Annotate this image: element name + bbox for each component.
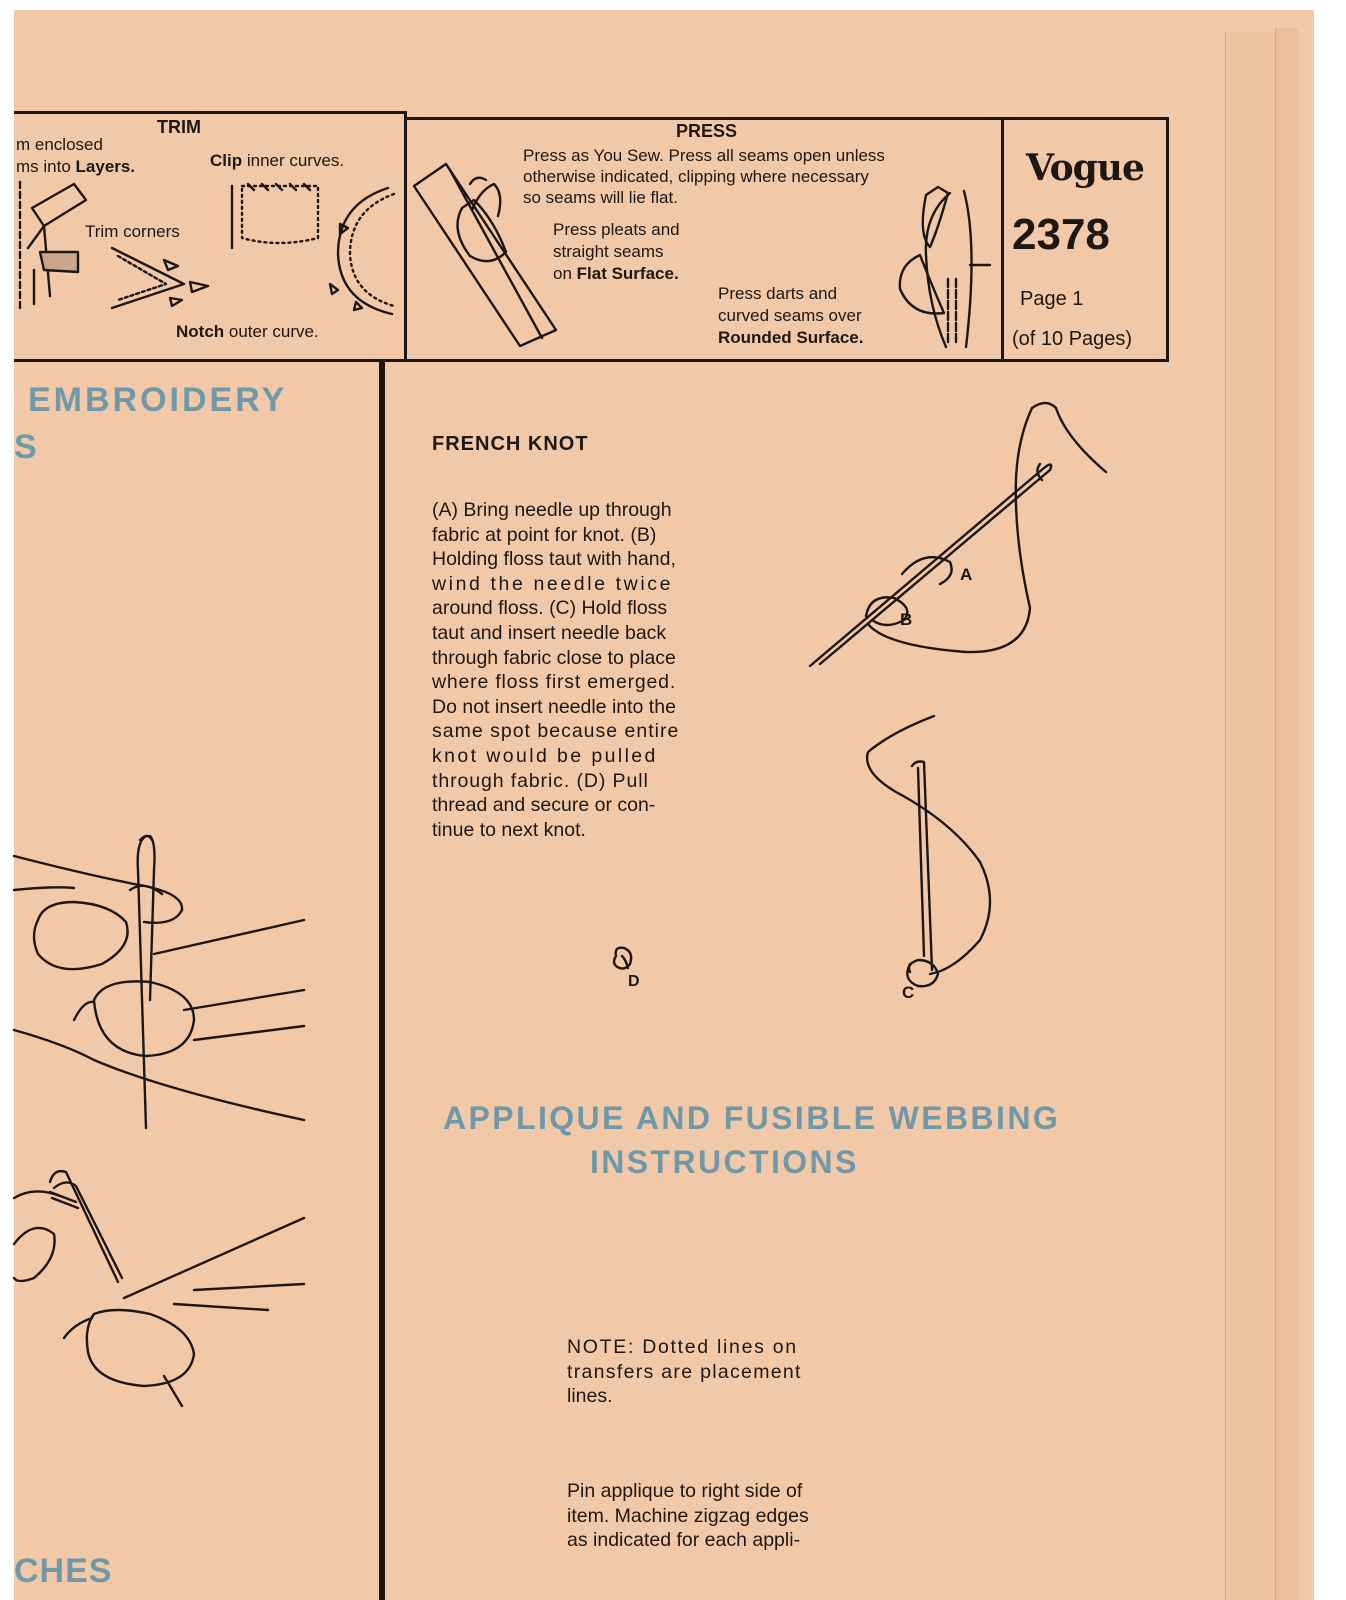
- applique-pin-instructions: [567, 1479, 867, 1553]
- flat-caption-line3: [553, 263, 679, 284]
- hand-needle-illustration-1: [14, 830, 314, 1130]
- fk-line: wind the needle twice: [432, 572, 674, 595]
- page-number: Page 1: [1020, 288, 1084, 310]
- column-divider: [379, 362, 385, 1600]
- fk-line: Do not insert needle into the: [432, 695, 676, 718]
- french-knot-step-d-illustration: [608, 942, 668, 992]
- page-count: (of 10 Pages): [1012, 328, 1133, 350]
- fk-line: through fabric close to place: [432, 646, 676, 669]
- layers-bold: Layers.: [75, 157, 136, 176]
- clip-rest: inner curves.: [242, 151, 345, 170]
- fk-line: tinue to next knot.: [432, 818, 586, 841]
- french-knot-label-b: B: [900, 610, 913, 629]
- french-knot-label-d: D: [628, 973, 640, 990]
- stitches-heading-fragment: CHES: [14, 1552, 113, 1590]
- flat-caption-on: on: [553, 264, 577, 283]
- pin-line: item. Machine zigzag edges: [567, 1504, 809, 1527]
- fk-line: where floss first emerged.: [432, 671, 677, 694]
- note-line: lines.: [567, 1385, 613, 1408]
- note-line: transfers are placement: [567, 1360, 802, 1383]
- trim-text-line2-plain: ms into: [16, 157, 76, 176]
- flat-surface-iron-illustration: [410, 160, 560, 350]
- trim-title: TRIM: [157, 117, 201, 137]
- trim-text-line2: [16, 156, 135, 177]
- fk-line: taut and insert needle back: [432, 621, 667, 644]
- pattern-number: 2378: [1012, 210, 1110, 259]
- fk-line: Holding floss taut with hand,: [432, 548, 676, 571]
- vogue-brand: Vogue: [1026, 147, 1144, 189]
- press-line1: Press as You Sew. Press all seams open unless: [523, 146, 885, 165]
- fk-line: same spot because entire: [432, 720, 680, 743]
- flat-surface-bold: Flat Surface.: [576, 264, 679, 283]
- french-knot-step-ab-illustration: [806, 398, 1116, 678]
- french-knot-title: FRENCH KNOT: [432, 433, 589, 455]
- rounded-surface-iron-illustration: [890, 185, 1000, 355]
- notch-caption: [176, 321, 319, 342]
- pin-line: Pin applique to right side of: [567, 1480, 803, 1502]
- applique-heading-line2: INSTRUCTIONS: [590, 1144, 859, 1180]
- trim-layers-illustration: [14, 178, 104, 318]
- fk-line: (A) Bring needle up through: [432, 499, 672, 521]
- french-knot-label-c: C: [902, 983, 915, 1002]
- notch-bold: Notch: [176, 322, 225, 341]
- french-knot-label-a: A: [960, 565, 973, 584]
- flat-caption-line2: straight seams: [553, 242, 664, 261]
- hand-needle-illustration-2: [14, 1158, 314, 1428]
- round-caption-line1: Press darts and: [718, 284, 838, 303]
- trim-corners-caption: Trim corners: [85, 222, 180, 241]
- fk-line: through fabric. (D) Pull: [432, 769, 649, 792]
- press-line3: so seams will lie flat.: [523, 188, 678, 207]
- fk-line: knot would be pulled: [432, 744, 658, 767]
- fk-line: around floss. (C) Hold floss: [432, 597, 668, 620]
- notch-rest: outer curve.: [224, 322, 319, 341]
- fk-line: fabric at point for knot. (B): [432, 523, 657, 546]
- round-caption-line3: Rounded Surface.: [718, 328, 864, 347]
- note-line: NOTE: Dotted lines on: [567, 1336, 798, 1358]
- clip-bold: Clip: [210, 151, 243, 170]
- french-knot-instructions: [432, 498, 729, 842]
- clip-caption: [210, 150, 344, 171]
- clip-inner-curve-illustration: [228, 178, 328, 248]
- notch-outer-curve-illustration: [328, 184, 398, 324]
- flat-caption-line1: Press pleats and: [553, 220, 680, 239]
- applique-heading-line1: APPLIQUE AND FUSIBLE WEBBING: [443, 1100, 1061, 1136]
- pin-line: as indicated for each appli-: [567, 1529, 801, 1552]
- trim-text-line1: m enclosed: [16, 135, 103, 154]
- page-stack-edge-2: [1275, 28, 1298, 1600]
- embroidery-heading-line1: EMBROIDERY: [28, 381, 288, 419]
- fk-line: thread and secure or con-: [432, 794, 656, 817]
- press-line2: otherwise indicated, clipping where necessary: [523, 167, 869, 186]
- applique-note: [567, 1335, 864, 1409]
- embroidery-heading-line2: S: [14, 428, 40, 466]
- press-title: PRESS: [676, 121, 738, 141]
- french-knot-step-c-illustration: [862, 712, 1012, 1002]
- round-caption-line2: curved seams over: [718, 306, 862, 325]
- trim-corners-illustration: [108, 242, 228, 312]
